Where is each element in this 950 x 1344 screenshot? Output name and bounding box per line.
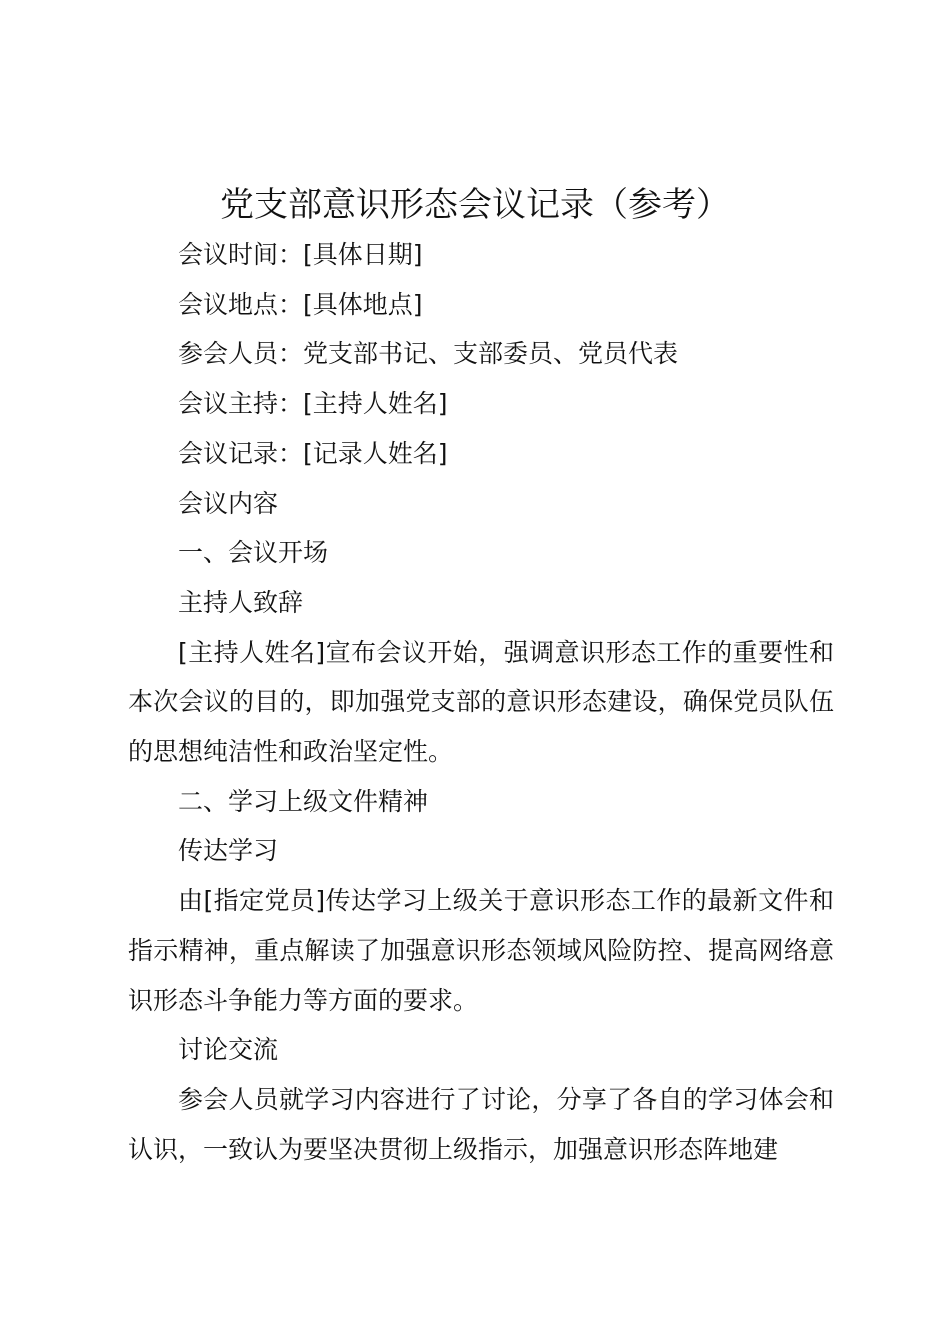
subheading-host-speech: 主持人致辞: [178, 587, 304, 617]
meeting-location: 会议地点：[具体地点]: [178, 289, 423, 319]
subheading-discussion: 讨论交流: [178, 1035, 279, 1065]
section-heading-opening: 一、会议开场: [178, 538, 329, 568]
meeting-host: 会议主持：[主持人姓名]: [178, 389, 448, 419]
document-title: 党支部意识形态会议记录（参考）: [220, 185, 730, 225]
meeting-attendees: 参会人员：党支部书记、支部委员、党员代表: [178, 339, 679, 369]
subheading-convey: 传达学习: [178, 836, 279, 866]
meeting-recorder: 会议记录：[记录人姓名]: [178, 438, 448, 468]
paragraph-convey: 由[指定党员]传达学习上级关于意识形态工作的最新文件和指示精神，重点解读了加强意识形态领域风险防控、提高网络意识形态斗争能力等方面的要求。: [128, 886, 834, 1015]
section-heading-content: 会议内容: [178, 488, 279, 518]
paragraph-discussion: 参会人员就学习内容进行了讨论，分享了各自的学习体会和认识，一致认为要坚决贯彻上级指示，加强意识形态阵地建: [128, 1084, 834, 1164]
paragraph-host-speech: [主持人姓名]宣布会议开始，强调意识形态工作的重要性和本次会议的目的，即加强党支部的意识形态建设，确保党员队伍的思想纯洁性和政治坚定性。: [128, 637, 834, 767]
document-body: [128, 230, 834, 1174]
section-heading-study: 二、学习上级文件精神: [178, 786, 429, 816]
meeting-time: 会议时间：[具体日期]: [178, 240, 423, 269]
